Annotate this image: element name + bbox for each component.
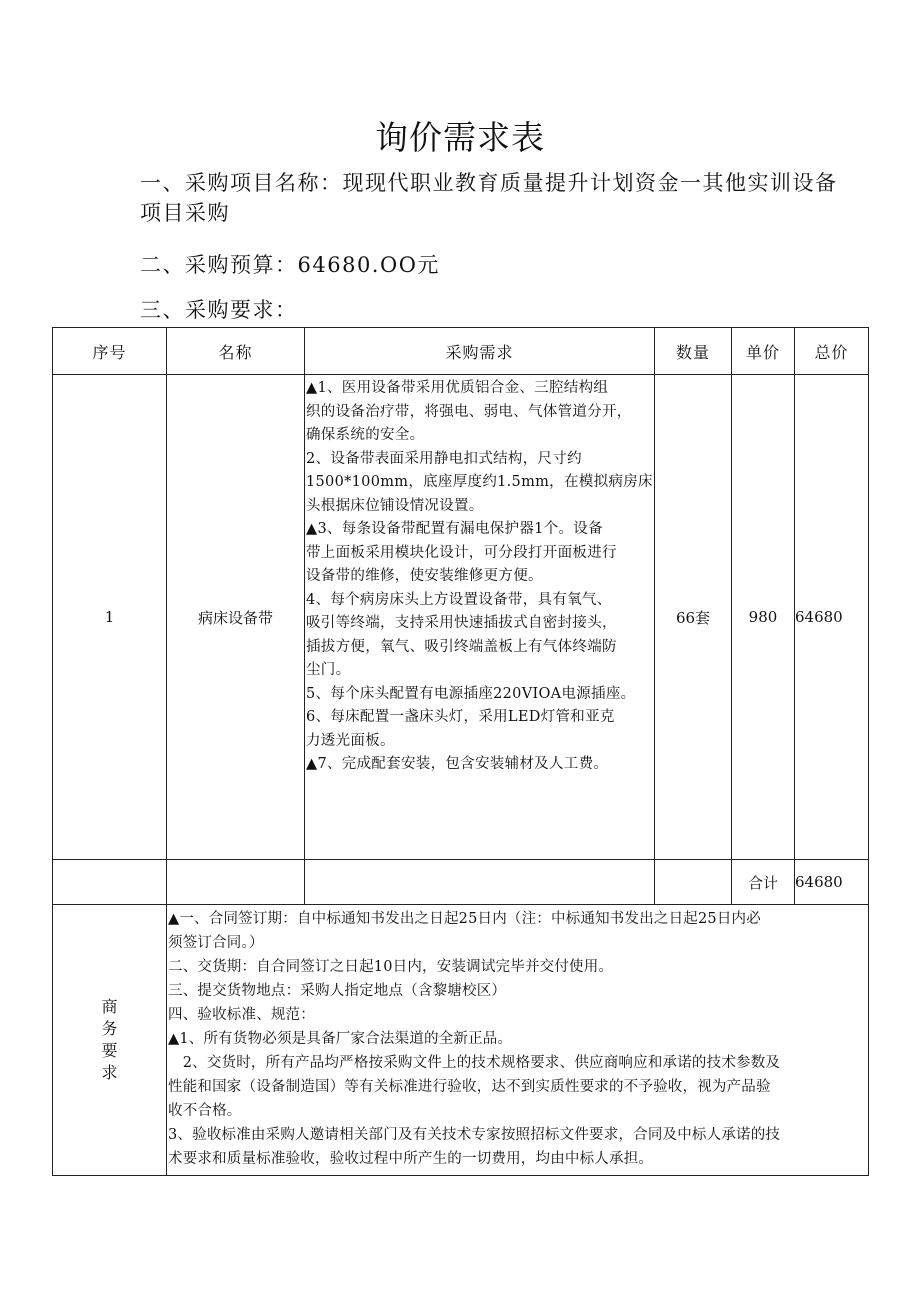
business-line: ▲1、所有货物必须是具备厂家合法渠道的全新正品。	[168, 1031, 513, 1047]
business-line: 二、交货期：自合同签订之日起10日内，安装调试完毕并交付使用。	[168, 959, 614, 975]
header-name: 名称	[167, 328, 305, 375]
spec-line: 织的设备治疗带，将强电、弱电、气体管道分开，	[306, 403, 632, 420]
business-requirements-row	[53, 905, 869, 1176]
business-label-char: 求	[101, 1063, 118, 1082]
item-unit-price: 980	[732, 375, 795, 860]
item-spec	[305, 375, 655, 860]
business-line: 术要求和质量标准验收，验收过程中所产生的一切费用，均由中标人承担。	[168, 1151, 654, 1167]
header-unit-price: 单价	[732, 328, 795, 375]
spec-line: ▲7、完成配套安装，包含安装辅材及人工费。	[306, 756, 609, 772]
header-requirement: 采购需求	[305, 328, 655, 375]
requirements-table	[52, 327, 869, 1176]
header-index: 序号	[53, 328, 167, 375]
project-name-line-1: 一、采购项目名称：现现代职业教育质量提升计划资金一其他实训设备	[140, 171, 838, 195]
total-empty-cell	[167, 860, 305, 905]
total-empty-cell	[655, 860, 732, 905]
item-name: 病床设备带	[167, 375, 305, 860]
item-index: 1	[53, 375, 167, 860]
business-label-char: 要	[101, 1041, 118, 1060]
total-row	[53, 860, 869, 905]
spec-line: 头根据床位铺设情况设置。	[306, 497, 484, 514]
header-total-price: 总价	[795, 328, 869, 375]
spec-line: 确保系统的安全。	[306, 427, 425, 443]
page-title: 询价需求表	[375, 118, 545, 157]
business-line: 2、交货时，所有产品均严格按采购文件上的技术规格要求、供应商响应和承诺的技术参数及	[168, 1055, 781, 1071]
total-empty-cell	[305, 860, 655, 905]
item-quantity: 66套	[655, 375, 732, 860]
spec-line: 5、每个床头配置有电源插座220VIOA电源插座。	[306, 685, 636, 702]
business-line: 收不合格。	[168, 1103, 242, 1119]
spec-line: 插拔方便，氧气、吸引终端盖板上有气体终端防	[306, 638, 617, 655]
spec-line: ▲3、每条设备带配置有漏电保护器1个。设备	[306, 521, 603, 537]
spec-line: 6、每床配置一盏床头灯，采用LED灯管和亚克	[306, 709, 615, 725]
spec-line: 带上面板采用模块化设计，可分段打开面板进行	[306, 544, 617, 561]
header-quantity: 数量	[655, 328, 732, 375]
business-line: 性能和国家（设备制造国）等有关标准进行验收，达不到实质性要求的不予验收，视为产品验	[168, 1079, 771, 1095]
spec-line: 力透光面板。	[306, 732, 395, 749]
business-line: ▲一、合同签订期：自中标通知书发出之日起25日内（注：中标通知书发出之日起25日内必	[168, 911, 761, 927]
business-line: 四、验收标准、规范：	[168, 1007, 315, 1023]
table-row	[53, 375, 869, 860]
business-line: 三、提交货物地点：采购人指定地点（含黎塘校区）	[168, 983, 507, 999]
business-line: 须签订合同。）	[168, 935, 264, 951]
business-label-char: 务	[101, 1019, 118, 1038]
total-value: 64680	[795, 860, 869, 905]
business-requirements-label	[53, 905, 167, 1176]
business-label-char: 商	[101, 997, 118, 1016]
spec-line: 1500*100mm，底座厚度约1.5mm，在模拟病房床	[306, 474, 653, 490]
budget-line: 二、采购预算：64680.OO元	[140, 253, 440, 277]
spec-line: 尘门。	[306, 662, 351, 678]
table-header-row	[53, 328, 869, 375]
spec-line: ▲1、医用设备带采用优质铝合金、三腔结构组	[306, 380, 609, 396]
business-requirements-content	[167, 905, 869, 1176]
spec-line: 4、每个病房床头上方设置设备带，具有氧气、	[306, 591, 612, 608]
item-total-price: 64680	[795, 375, 869, 860]
spec-line: 吸引等终端，支持采用快速插拔式自密封接头，	[306, 615, 617, 631]
spec-line: 2、设备带表面采用静电扣式结构，尺寸约	[306, 450, 582, 467]
total-label: 合计	[732, 860, 795, 905]
spec-line: 设备带的维修，使安装维修更方便。	[306, 568, 543, 584]
total-empty-cell	[53, 860, 167, 905]
requirements-heading: 三、采购要求：	[140, 298, 298, 322]
business-line: 3、验收标准由采购人邀请相关部门及有关技术专家按照招标文件要求，合同及中标人承诺的技	[168, 1127, 781, 1143]
project-name-line-2: 项目采购	[140, 201, 230, 225]
